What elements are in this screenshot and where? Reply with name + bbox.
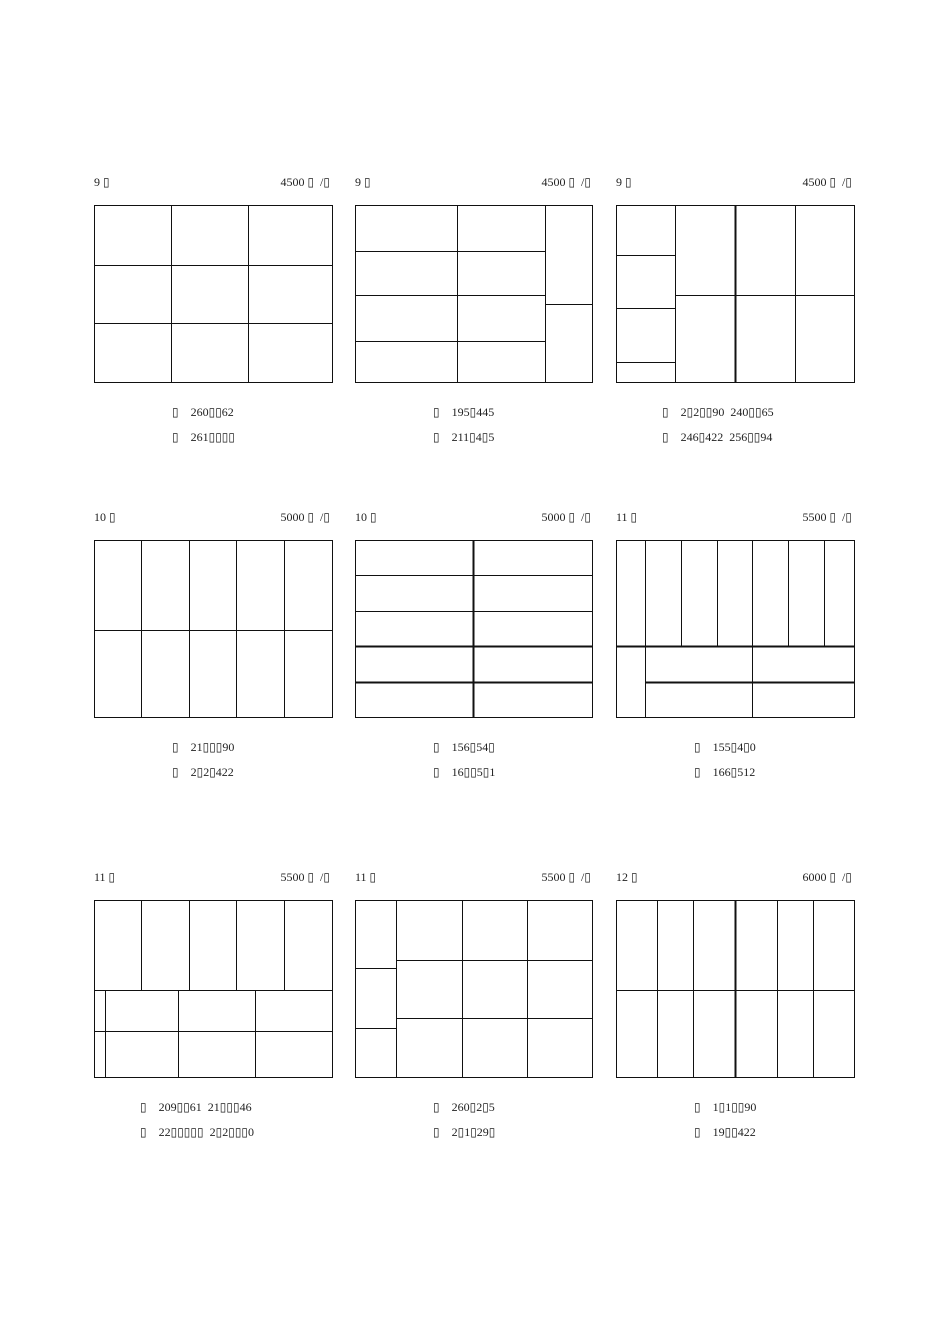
grid-figure bbox=[355, 893, 595, 1073]
grid-figure bbox=[355, 533, 595, 713]
days-label: 12 ▯ bbox=[616, 870, 638, 884]
grid-figure bbox=[355, 198, 595, 378]
grid-figure bbox=[616, 533, 856, 713]
days-label: 10 ▯ bbox=[94, 510, 116, 524]
caption-line-1: ▯ 1▯1▯▯90 bbox=[694, 1100, 757, 1114]
schedule-panel-5 bbox=[355, 510, 595, 780]
caption-line-2: ▯ 2▯1▯29▯ bbox=[433, 1125, 496, 1139]
caption-line-2: ▯ 211▯4▯5 bbox=[433, 430, 495, 444]
price-label: 4500 ▯ /▯ bbox=[280, 175, 330, 189]
days-label: 10 ▯ bbox=[355, 510, 377, 524]
caption-line-1: ▯ 260▯2▯5 bbox=[433, 1100, 495, 1114]
caption-line-1: ▯ 209▯▯61 21▯▯▯46 bbox=[140, 1100, 252, 1114]
price-label: 5500 ▯ /▯ bbox=[280, 870, 330, 884]
caption-line-2: ▯ 246▯422 256▯▯94 bbox=[662, 430, 773, 444]
price-label: 5500 ▯ /▯ bbox=[541, 870, 591, 884]
caption-line-2: ▯ 261▯▯▯▯ bbox=[172, 430, 236, 444]
days-label: 9 ▯ bbox=[355, 175, 371, 189]
price-label: 4500 ▯ /▯ bbox=[541, 175, 591, 189]
schedule-panel-6 bbox=[616, 510, 856, 780]
grid-figure bbox=[616, 198, 856, 378]
days-label: 9 ▯ bbox=[616, 175, 632, 189]
price-label: 5000 ▯ /▯ bbox=[541, 510, 591, 524]
caption-line-2: ▯ 2▯2▯422 bbox=[172, 765, 234, 779]
grid-figure bbox=[616, 893, 856, 1073]
days-label: 11 ▯ bbox=[355, 870, 377, 884]
caption-line-1: ▯ 2▯2▯▯90 240▯▯65 bbox=[662, 405, 774, 419]
grid-figure bbox=[94, 198, 334, 378]
schedule-panel-2 bbox=[355, 175, 595, 445]
price-label: 5000 ▯ /▯ bbox=[280, 510, 330, 524]
schedule-panel-7 bbox=[94, 870, 334, 1140]
caption-line-1: ▯ 155▯4▯0 bbox=[694, 740, 756, 754]
caption-line-1: ▯ 156▯54▯ bbox=[433, 740, 495, 754]
grid-figure bbox=[94, 533, 334, 713]
schedule-panel-4 bbox=[94, 510, 334, 780]
schedule-panel-9 bbox=[616, 870, 856, 1140]
price-label: 4500 ▯ /▯ bbox=[802, 175, 852, 189]
schedule-panel-3 bbox=[616, 175, 856, 445]
caption-line-1: ▯ 21▯▯▯90 bbox=[172, 740, 235, 754]
schedule-panel-1 bbox=[94, 175, 334, 445]
caption-line-1: ▯ 195▯445 bbox=[433, 405, 495, 419]
caption-line-1: ▯ 260▯▯62 bbox=[172, 405, 234, 419]
caption-line-2: ▯ 22▯▯▯▯▯ 2▯2▯▯▯0 bbox=[140, 1125, 255, 1139]
caption-line-2: ▯ 16▯▯5▯1 bbox=[433, 765, 496, 779]
price-label: 6000 ▯ /▯ bbox=[802, 870, 852, 884]
grid-figure bbox=[94, 893, 334, 1073]
caption-line-2: ▯ 19▯▯422 bbox=[694, 1125, 756, 1139]
caption-line-2: ▯ 166▯512 bbox=[694, 765, 756, 779]
days-label: 11 ▯ bbox=[94, 870, 116, 884]
days-label: 11 ▯ bbox=[616, 510, 638, 524]
schedule-panel-8 bbox=[355, 870, 595, 1140]
days-label: 9 ▯ bbox=[94, 175, 110, 189]
price-label: 5500 ▯ /▯ bbox=[802, 510, 852, 524]
